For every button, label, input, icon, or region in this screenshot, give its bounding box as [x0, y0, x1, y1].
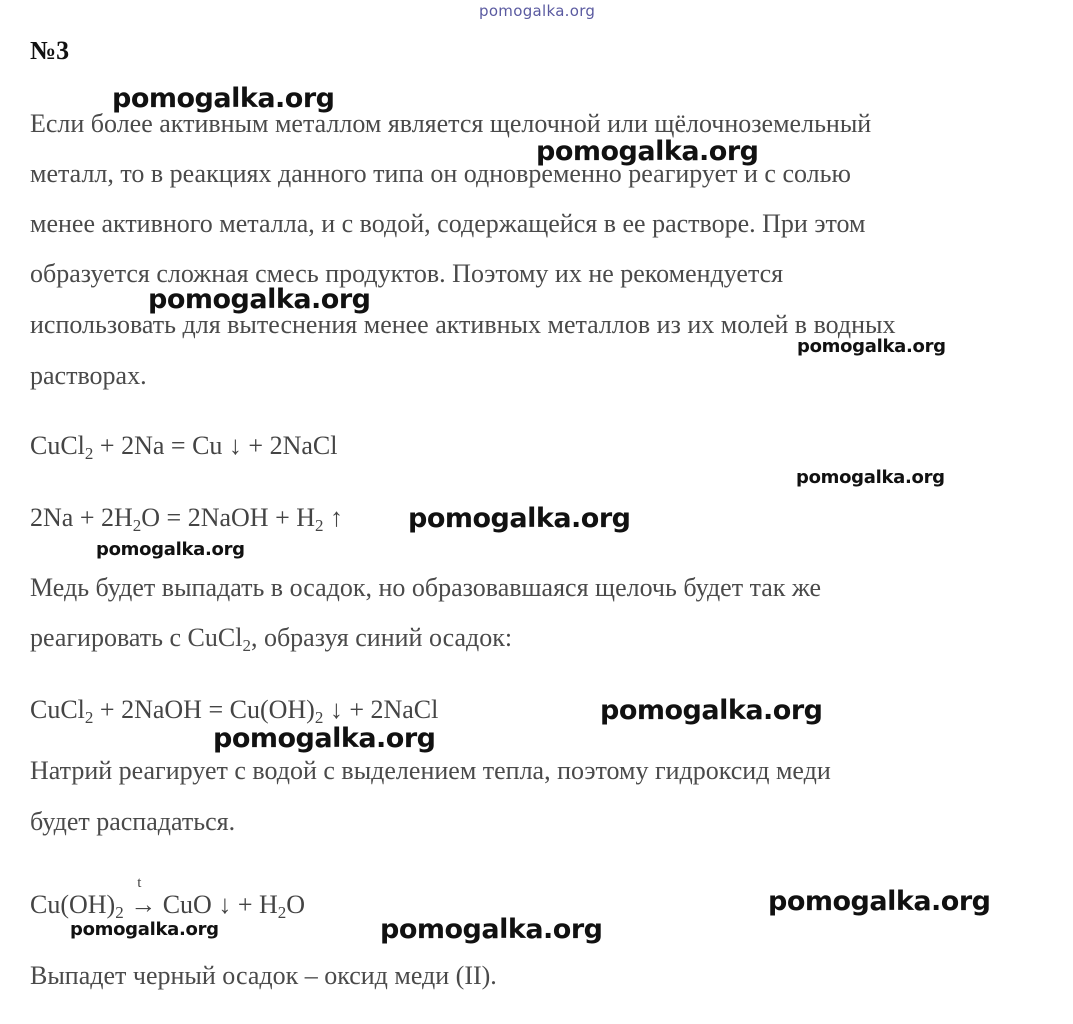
temperature-label: t: [137, 875, 142, 891]
text-line: металл, то в реакциях данного типа он одновременно реагирует и с солью: [30, 159, 851, 188]
watermark: pomogalka.org: [797, 336, 946, 357]
text-line: образуется сложная смесь продуктов. Поэтому их не рекомендуется: [30, 259, 784, 288]
text-line: использовать для вытеснения менее активных металлов из их молей в водных: [30, 310, 896, 339]
watermark: pomogalka.org: [408, 503, 631, 534]
watermark: pomogalka.org: [796, 467, 945, 488]
watermark: pomogalka.org: [380, 914, 603, 945]
text-line: Если более активным металлом является щелочной или щёлочноземельный: [30, 109, 872, 138]
watermark: pomogalka.org: [600, 695, 823, 726]
watermark: pomogalka.org: [112, 83, 335, 114]
text-line: будет распадаться.: [30, 807, 236, 836]
equation-3: CuCl$_2$ + 2NaOH = $Cu(OH)_2$ ↓ + 2NaCl: [30, 695, 439, 727]
task-number-heading: №3: [30, 36, 70, 65]
watermark: pomogalka.org: [96, 539, 245, 560]
text-line: Медь будет выпадать в осадок, но образовавшаяся щелочь будет так же: [30, 573, 822, 602]
watermark: pomogalka.org: [70, 919, 219, 940]
equation-1: CuCl$_2$ + 2Na = Cu ↓ + 2NaCl: [30, 431, 338, 463]
watermark: pomogalka.org: [148, 284, 371, 315]
watermark: pomogalka.org: [536, 136, 759, 167]
equation-4: $Cu(OH)_2$ t → CuO ↓ + $H_2O$: [30, 890, 305, 920]
watermark: pomogalka.org: [213, 723, 436, 754]
text-line: реагировать с CuCl$_2$, образуя синий осадок:: [30, 623, 513, 655]
text-line: растворах.: [30, 361, 147, 390]
watermark: pomogalka.org: [768, 886, 991, 917]
heating-arrow: t →: [130, 890, 156, 920]
text-line: Натрий реагирует с водой с выделением тепла, поэтому гидроксид меди: [30, 756, 831, 785]
site-header-watermark[interactable]: pomogalka.org: [479, 2, 596, 20]
text-line: менее активного металла, и с водой, содержащейся в ее растворе. При этом: [30, 209, 866, 238]
conclusion-line: Выпадет черный осадок – оксид меди (II).: [30, 961, 497, 990]
equation-2: $2Na + 2H_2O$ = 2NaOH + $H_2$ ↑: [30, 503, 344, 535]
